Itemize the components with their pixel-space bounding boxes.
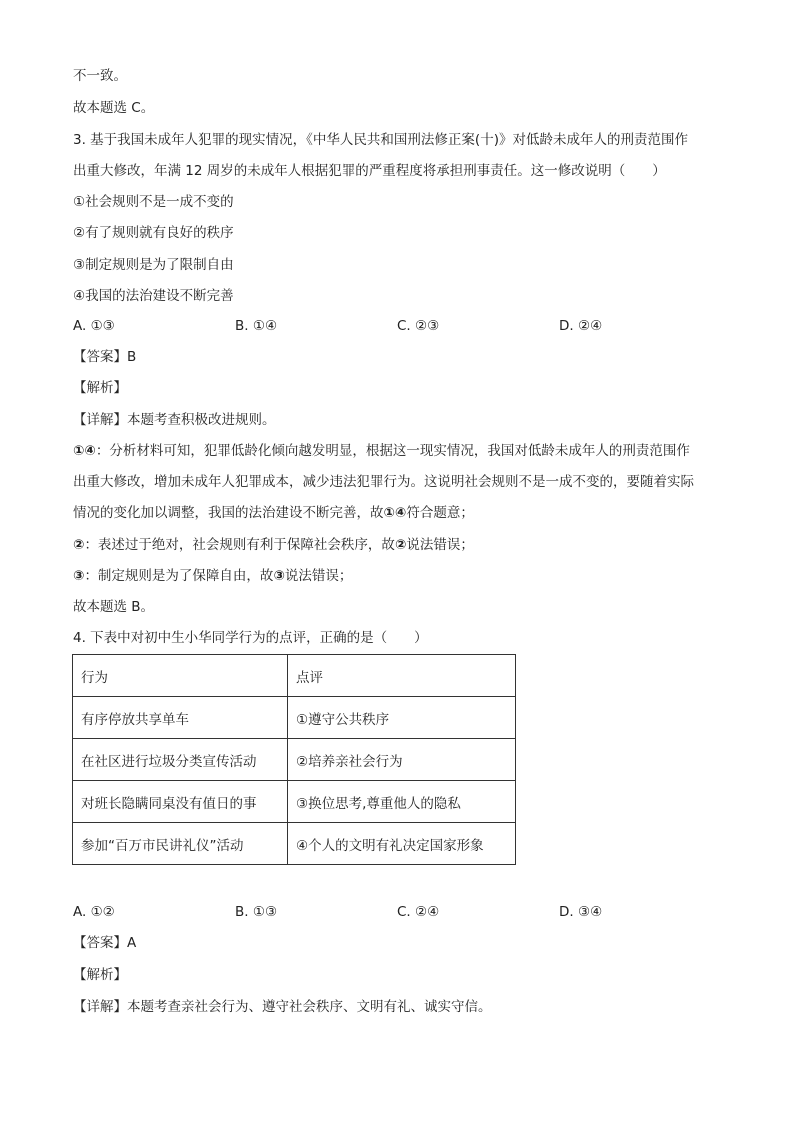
table-header: 行为 <box>73 655 288 697</box>
table-cell: 在社区进行垃圾分类宣传活动 <box>73 739 288 781</box>
table-row <box>73 739 516 781</box>
statement-1: ①社会规则不是一成不变的 <box>73 194 234 210</box>
text-line: 故本题选 C。 <box>73 100 155 116</box>
table-cell: 对班长隐瞒同桌没有值日的事 <box>73 781 288 823</box>
table-cell: ③换位思考,尊重他人的隐私 <box>288 781 516 823</box>
explanation-text: 情况的变化加以调整，我国的法治建设不断完善，故 <box>73 505 384 521</box>
table-header-row <box>73 655 516 697</box>
option-a: A. ①② <box>73 904 115 920</box>
explanation-text: ：分析材料可知，犯罪低龄化倾向越发明显，根据这一现实情况，我国对低龄未成年人的刑责范围作 <box>95 443 690 459</box>
explanation-text: 说法错误； <box>284 568 353 584</box>
behavior-review-table <box>72 654 516 865</box>
statement-marks: ①④ <box>73 443 96 459</box>
detail-line: 【详解】本题考查亲社会行为、遵守社会秩序、文明有礼、诚实守信。 <box>73 999 492 1015</box>
analysis-label: 【解析】 <box>73 967 127 983</box>
conclusion-line: 故本题选 B。 <box>73 599 155 615</box>
option-c: C. ②④ <box>397 904 440 920</box>
statement-marks: ② <box>394 537 407 553</box>
explanation-text: ：表述过于绝对，社会规则有利于保障社会秩序，故 <box>84 537 395 553</box>
question-4-stem: 4. 下表中对初中生小华同学行为的点评，正确的是（ ） <box>73 630 428 646</box>
option-d: D. ③④ <box>559 904 603 920</box>
statement-marks: ③ <box>73 568 85 584</box>
option-d: D. ②④ <box>559 318 603 334</box>
table-row <box>73 823 516 865</box>
statement-marks: ② <box>73 537 85 553</box>
table-cell: ②培养亲社会行为 <box>288 739 516 781</box>
answer-label: 【答案】B <box>73 349 137 365</box>
table-header: 点评 <box>288 655 516 697</box>
explanation-text: 说法错误； <box>406 537 474 553</box>
question-3-stem: 出重大修改，年满 12 周岁的未成年人根据犯罪的严重程度将承担刑事责任。这一修改说明（ ） <box>73 163 666 179</box>
detail-line: 【详解】本题考查积极改进规则。 <box>73 412 276 428</box>
option-b: B. ①③ <box>235 904 278 920</box>
statement-marks: ③ <box>273 568 285 584</box>
text-line: 不一致。 <box>73 68 127 84</box>
table-row <box>73 697 516 739</box>
explanation-line <box>73 503 474 523</box>
explanation-line <box>73 441 690 461</box>
table-cell: ①遵守公共秩序 <box>288 697 516 739</box>
question-3-stem: 3. 基于我国未成年人犯罪的现实情况，《中华人民共和国刑法修正案(十)》对低龄未成年人的刑责范围作 <box>73 132 688 148</box>
option-a: A. ①③ <box>73 318 115 334</box>
table-cell: ④个人的文明有礼决定国家形象 <box>288 823 516 865</box>
explanation-text: 符合题意； <box>406 505 474 521</box>
table-cell: 有序停放共享单车 <box>73 697 288 739</box>
statement-3: ③制定规则是为了限制自由 <box>73 257 234 273</box>
answer-label: 【答案】A <box>73 935 137 951</box>
explanation-text: ：制定规则是为了保障自由，故 <box>84 568 274 584</box>
explanation-line <box>73 566 352 586</box>
explanation-line: 出重大修改，增加未成年人犯罪成本，减少违法犯罪行为。这说明社会规则不是一成不变的，要随着实际 <box>73 474 694 490</box>
table-cell: 参加“百万市民讲礼仪”活动 <box>73 823 288 865</box>
option-b: B. ①④ <box>235 318 278 334</box>
analysis-label: 【解析】 <box>73 380 127 396</box>
statement-2: ②有了规则就有良好的秩序 <box>73 225 234 241</box>
option-c: C. ②③ <box>397 318 440 334</box>
statement-4: ④我国的法治建设不断完善 <box>73 288 234 304</box>
explanation-line <box>73 535 474 555</box>
table-row <box>73 781 516 823</box>
statement-marks: ①④ <box>383 505 407 521</box>
